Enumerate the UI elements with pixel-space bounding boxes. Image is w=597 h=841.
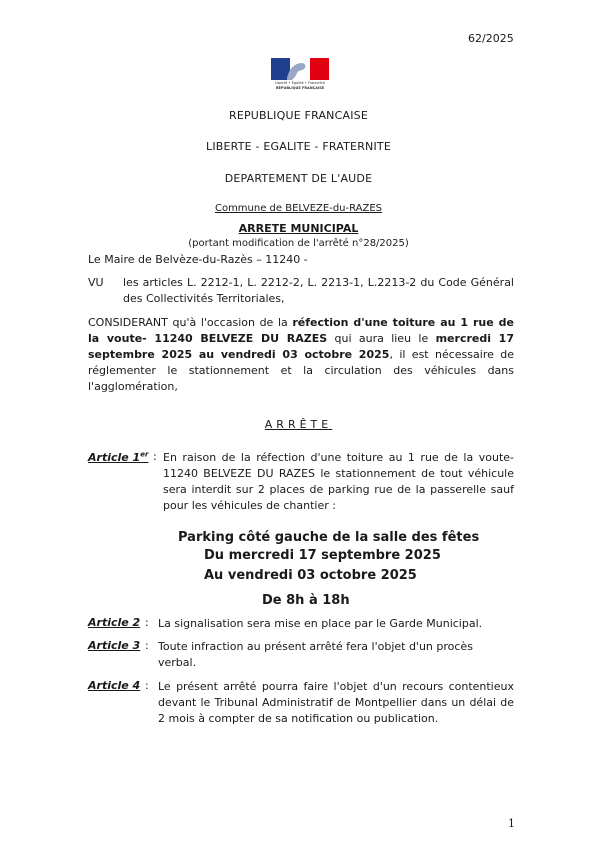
time-range: De 8h à 18h bbox=[262, 593, 350, 608]
considerant-part3: , il est nécessaire de réglementer le stationnement et la circulation des véhicules dans l'agglomération, bbox=[88, 348, 514, 393]
article-4-label: Article 4 bbox=[88, 679, 141, 692]
french-flag-icon bbox=[271, 58, 329, 80]
logo-motto: Liberté • Égalité • Fraternité bbox=[275, 81, 325, 85]
document-title: ARRETE MUNICIPAL bbox=[238, 222, 359, 235]
article-1-text: En raison de la réfection d'une toiture au 1 rue de la voute- 11240 BELVEZE DU RAZES le stationnement de tout véhicule sera interdit sur 2 places de parking rue de la passerelle sauf pour les véhicules de chantier : bbox=[163, 451, 514, 512]
article-2-text: La signalisation sera mise en place par le Garde Municipal. bbox=[158, 617, 483, 630]
article-2-colon: : bbox=[145, 616, 149, 629]
considerant-bold1: réfection d'une toiture au 1 rue de la voute- 11240 BELVEZE DU RAZES bbox=[88, 316, 514, 345]
considerant-bold2: mercredi 17 septembre 2025 au vendredi 03 octobre 2025 bbox=[88, 332, 514, 361]
marianne-logo bbox=[271, 58, 329, 90]
article-3-label: Article 3 bbox=[88, 639, 141, 652]
considerant-part1: CONSIDERANT qu'à l'occasion de la bbox=[88, 316, 293, 329]
vu-label: VU bbox=[88, 276, 104, 289]
considerant-paragraph bbox=[88, 315, 514, 395]
article-4-text: Le présent arrêté pourra faire l'objet d'un recours contentieux devant le Tribunal Administratif de Montpellier dans un délai de 2 mois à compter de sa notification ou publication. bbox=[158, 680, 514, 725]
mayor-line: Le Maire de Belvèze-du-Razès – 11240 - bbox=[88, 253, 308, 266]
article-3-text: Toute infraction au présent arrêté fera l'objet d'un procès verbal. bbox=[158, 640, 473, 669]
date-end: Au vendredi 03 octobre 2025 bbox=[204, 568, 417, 583]
article-2-label: Article 2 bbox=[88, 616, 141, 629]
article-1-superscript: er bbox=[140, 450, 149, 458]
vu-text-line1 bbox=[123, 275, 514, 307]
article-1-label-text: Article 1er bbox=[88, 450, 149, 464]
date-start: Du mercredi 17 septembre 2025 bbox=[204, 548, 441, 563]
article-3-colon: : bbox=[145, 639, 149, 652]
article-1-label bbox=[88, 450, 148, 464]
considerant-part2: qui aura lieu le bbox=[327, 332, 436, 345]
commune-heading: Commune de BELVEZE-du-RAZES bbox=[214, 203, 383, 214]
vu-text: les articles L. 2212-1, L. 2212-2, L. 2213-1, L.2213-2 du Code Général des Collectivités Territoriales, bbox=[123, 276, 514, 305]
republic-heading: REPUBLIQUE FRANCAISE bbox=[228, 109, 368, 122]
page-number: 1 bbox=[508, 817, 515, 830]
document-subtitle: (portant modification de l'arrêté n°28/2025) bbox=[188, 238, 409, 249]
arrete-heading: ARRÊTE bbox=[264, 418, 333, 431]
article-4-colon: : bbox=[145, 679, 149, 692]
department-heading: DEPARTEMENT DE L'AUDE bbox=[224, 172, 373, 185]
article-1-colon: : bbox=[153, 450, 157, 463]
motto-heading: LIBERTE - EGALITE - FRATERNITE bbox=[206, 140, 391, 153]
parking-location: Parking côté gauche de la salle des fêtes bbox=[178, 530, 480, 545]
logo-republique: RÉPUBLIQUE FRANÇAISE bbox=[275, 86, 325, 90]
reference-number: 62/2025 bbox=[468, 32, 514, 45]
